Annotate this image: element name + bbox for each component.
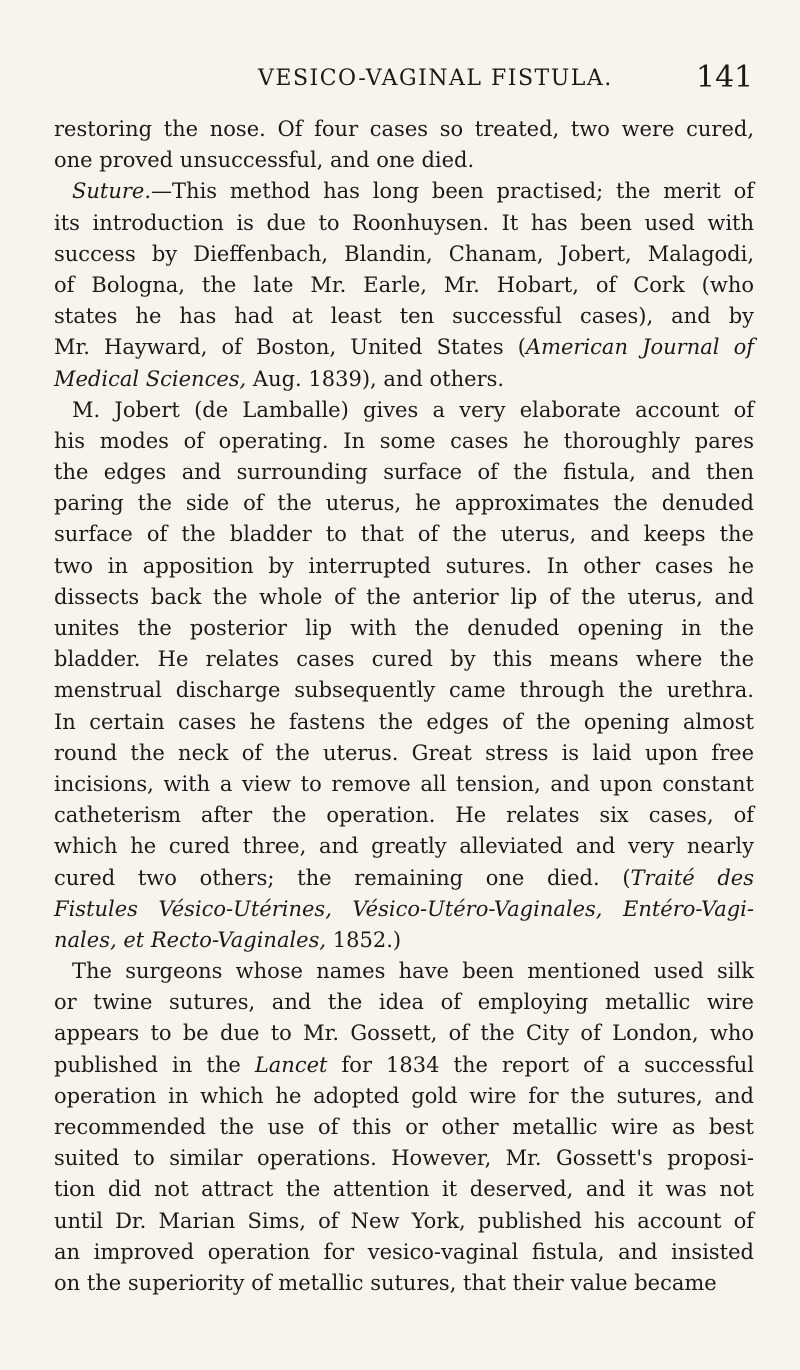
text-segment: an improved operation for vesico-vaginal fistula, and insisted (54, 1239, 754, 1264)
text-segment: tion did not attract the attention it deserved, and it was not (54, 1177, 754, 1202)
text-segment: published in the (54, 1052, 255, 1077)
text-line (54, 769, 754, 800)
text-line (54, 800, 754, 831)
text-segment: catheterism after the operation. He relates six cases, of (54, 803, 754, 828)
text-line (54, 738, 754, 769)
text-segment: cured two others; the remaining one died. ( (54, 865, 631, 890)
text-line (54, 488, 754, 519)
text-line (54, 1237, 754, 1268)
text-line (54, 1081, 754, 1112)
text-line (54, 925, 754, 956)
text-line (54, 301, 754, 332)
italic-text: Suture. (72, 179, 152, 204)
text-line (54, 1206, 754, 1237)
text-line (54, 1143, 754, 1174)
text-line (54, 831, 754, 862)
text-segment: states he has had at least ten successful cases), and by (54, 304, 754, 329)
text-segment: incisions, with a view to remove all tension, and upon constant (54, 771, 754, 796)
text-segment: restoring the nose. Of four cases so treated, two were cured, (54, 117, 754, 141)
text-line (54, 956, 754, 987)
text-segment: suited to similar operations. However, Mr. Gossett's proposi- (54, 1146, 754, 1171)
text-line (54, 1174, 754, 1205)
italic-text: Traité des (630, 865, 754, 890)
text-segment: —This method has long been practised; the merit of (151, 179, 754, 204)
text-segment: appears to be due to Mr. Gossett, of the City of London, who (54, 1021, 754, 1046)
text-line (54, 1112, 754, 1143)
text-segment: or twine sutures, and the idea of employing metallic wire (54, 990, 754, 1015)
text-segment: its introduction is due to Roonhuysen. It has been used with (54, 210, 754, 235)
text-segment: dissects back the whole of the anterior lip of the uterus, and (54, 584, 754, 609)
text-line (54, 1050, 754, 1081)
text-segment: bladder. He relates cases cured by this means where the (54, 647, 754, 672)
text-segment: until Dr. Marian Sims, of New York, published his account of (54, 1208, 754, 1233)
page-number: 141 (696, 60, 754, 95)
text-segment: paring the side of the uterus, he approximates the denuded (54, 491, 754, 516)
text-line (54, 1018, 754, 1049)
text-line (54, 1268, 754, 1299)
italic-text: nales, et Recto-Vaginales, (54, 927, 327, 952)
text-segment: his modes of operating. In some cases he thoroughly pares (54, 428, 754, 453)
text-segment: Aug. 1839), and others. (246, 366, 505, 391)
text-line (54, 894, 754, 925)
running-head-title: VESICO-VAGINAL FISTULA. (258, 66, 613, 91)
text-segment: on the superiority of metallic sutures, that their value became (54, 1270, 717, 1295)
text-segment: recommended the use of this or other metallic wire as best (54, 1115, 754, 1139)
text-line (54, 426, 754, 457)
text-segment: operation in which he adopted gold wire for the sutures, and (54, 1083, 754, 1108)
text-segment: 1852.) (326, 927, 402, 952)
text-line (54, 613, 754, 644)
text-line (54, 332, 754, 363)
text-line (54, 270, 754, 301)
text-line (54, 987, 754, 1018)
text-segment: menstrual discharge subsequently came through the urethra. (54, 678, 754, 703)
text-segment: In certain cases he fastens the edges of the opening almost (54, 709, 754, 734)
text-segment: The surgeons whose names have been mentioned used silk (72, 959, 754, 984)
text-segment: the edges and surrounding surface of the fistula, and then (54, 460, 754, 485)
text-segment: M. Jobert (de Lamballe) gives a very elaborate account of (72, 397, 754, 422)
text-line (54, 863, 754, 894)
text-line (54, 707, 754, 738)
text-segment: two in apposition by interrupted sutures. In other cases he (54, 553, 754, 578)
text-line (54, 582, 754, 613)
text-line (54, 644, 754, 675)
text-segment: round the neck of the uterus. Great stress is laid upon free (54, 740, 754, 765)
text-segment: surface of the bladder to that of the uterus, and keeps the (54, 522, 754, 547)
text-line (54, 395, 754, 426)
text-segment: for 1834 the report of a successful (327, 1052, 754, 1077)
text-segment: which he cured three, and greatly alleviated and very nearly (54, 834, 754, 859)
text-line (54, 675, 754, 706)
italic-text: Medical Sciences, (54, 366, 247, 391)
text-line (54, 519, 754, 550)
body-text (54, 114, 754, 1299)
text-segment: Mr. Hayward, of Boston, United States ( (54, 335, 526, 360)
text-segment: unites the posterior lip with the denuded opening in the (54, 616, 754, 640)
text-line (54, 176, 754, 207)
text-line (54, 145, 754, 176)
text-line (54, 239, 754, 270)
italic-text: Lancet (254, 1052, 328, 1077)
text-line (54, 364, 754, 395)
text-line (54, 551, 754, 582)
italic-text: Fistules Vésico-Utérines, Vésico-Utéro-Vaginales, Entéro-Vagi- (54, 896, 754, 921)
text-line (54, 457, 754, 488)
text-segment: success by Dieffenbach, Blandin, Chanam, Jobert, Malagodi, (54, 241, 754, 266)
text-line (54, 114, 754, 145)
text-segment: one proved unsuccessful, and one died. (54, 148, 475, 173)
text-segment: of Bologna, the late Mr. Earle, Mr. Hobart, of Cork (who (54, 272, 754, 297)
italic-text: American Journal of (525, 335, 754, 360)
text-line (54, 208, 754, 239)
running-head (0, 60, 800, 100)
